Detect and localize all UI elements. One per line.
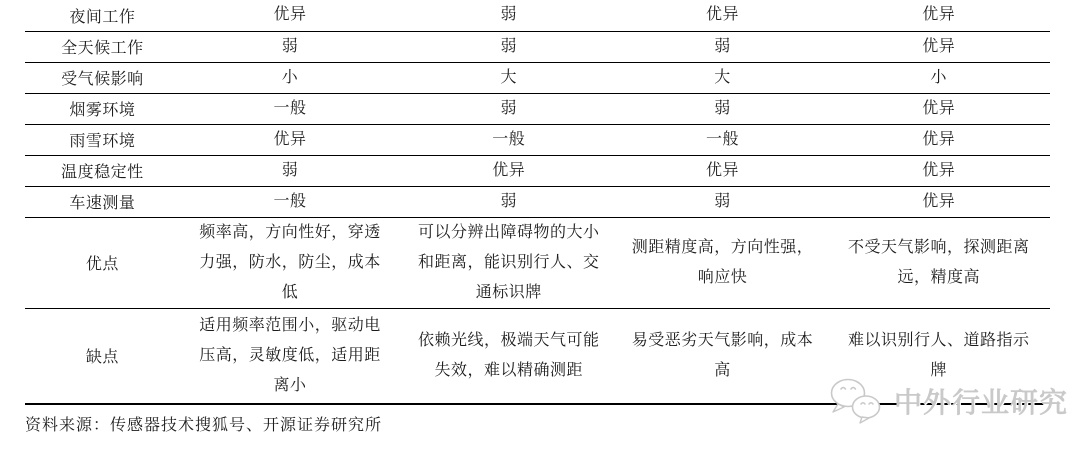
row-label: 受气候影响 [25,62,180,93]
table-row-speed-measure [25,186,1050,217]
table-cell: 优异 [828,31,1050,62]
table-cell: 易受恶劣天气影响，成本高 [617,308,827,404]
wechat-chat-bubbles-icon [826,377,888,425]
source-note: 资料来源：传感器技术搜狐号、开源证券研究所 [25,417,383,434]
table-cell: 弱 [617,186,827,217]
table-cell: 适用频率范围小，驱动电压高，灵敏度低，适用距离小 [180,308,400,404]
sensor-comparison-table [25,0,1050,405]
table-cell: 一般 [180,93,400,124]
table-cell: 弱 [617,31,827,62]
table-cell: 大 [617,62,827,93]
watermark-logo [826,377,1068,425]
row-label: 温度稳定性 [25,155,180,186]
table-cell: 优异 [617,155,827,186]
table-row-climate-impact [25,62,1050,93]
table-cell: 优异 [180,124,400,155]
table-cell: 一般 [180,186,400,217]
row-label: 烟雾环境 [25,93,180,124]
table-cell: 优异 [828,186,1050,217]
table-cell: 弱 [617,93,827,124]
table-cell: 小 [180,62,400,93]
watermark-text: 中外行业研究 [894,387,1069,418]
table-cell: 弱 [180,155,400,186]
table-row-smoke-env [25,93,1050,124]
table-cell: 优异 [828,124,1050,155]
table-row-night-work [25,0,1050,31]
table-row-all-weather [25,31,1050,62]
table-cell: 依赖光线，极端天气可能失效，难以精确测距 [400,308,617,404]
row-label: 夜间工作 [25,0,180,31]
row-label: 全天候工作 [25,31,180,62]
table-cell: 优异 [400,155,617,186]
table-cell: 弱 [400,186,617,217]
table-cell: 一般 [617,124,827,155]
table-cell: 弱 [180,31,400,62]
row-label: 雨雪环境 [25,124,180,155]
table-cell: 优异 [828,0,1050,31]
table-row-rain-snow-env [25,124,1050,155]
table-cell: 可以分辨出障碍物的大小和距离，能识别行人、交通标识牌 [400,217,617,308]
row-label: 优点 [25,217,180,308]
table-cell: 弱 [400,0,617,31]
table-cell: 优异 [828,155,1050,186]
table-cell: 难以识别行人、道路指示牌 [828,308,1050,404]
table-row-temp-stability [25,155,1050,186]
row-label: 车速测量 [25,186,180,217]
row-label: 缺点 [25,308,180,404]
table-cell: 一般 [400,124,617,155]
table-cell: 优异 [617,0,827,31]
table-row-advantages [25,217,1050,308]
table-cell: 频率高，方向性好，穿透力强，防水，防尘，成本低 [180,217,400,308]
table-cell: 弱 [400,31,617,62]
table-cell: 小 [828,62,1050,93]
table-cell: 弱 [400,93,617,124]
table-cell: 不受天气影响，探测距离远，精度高 [828,217,1050,308]
table-cell: 优异 [180,0,400,31]
table-cell: 优异 [828,93,1050,124]
table-cell: 测距精度高，方向性强，响应快 [617,217,827,308]
table-cell: 大 [400,62,617,93]
